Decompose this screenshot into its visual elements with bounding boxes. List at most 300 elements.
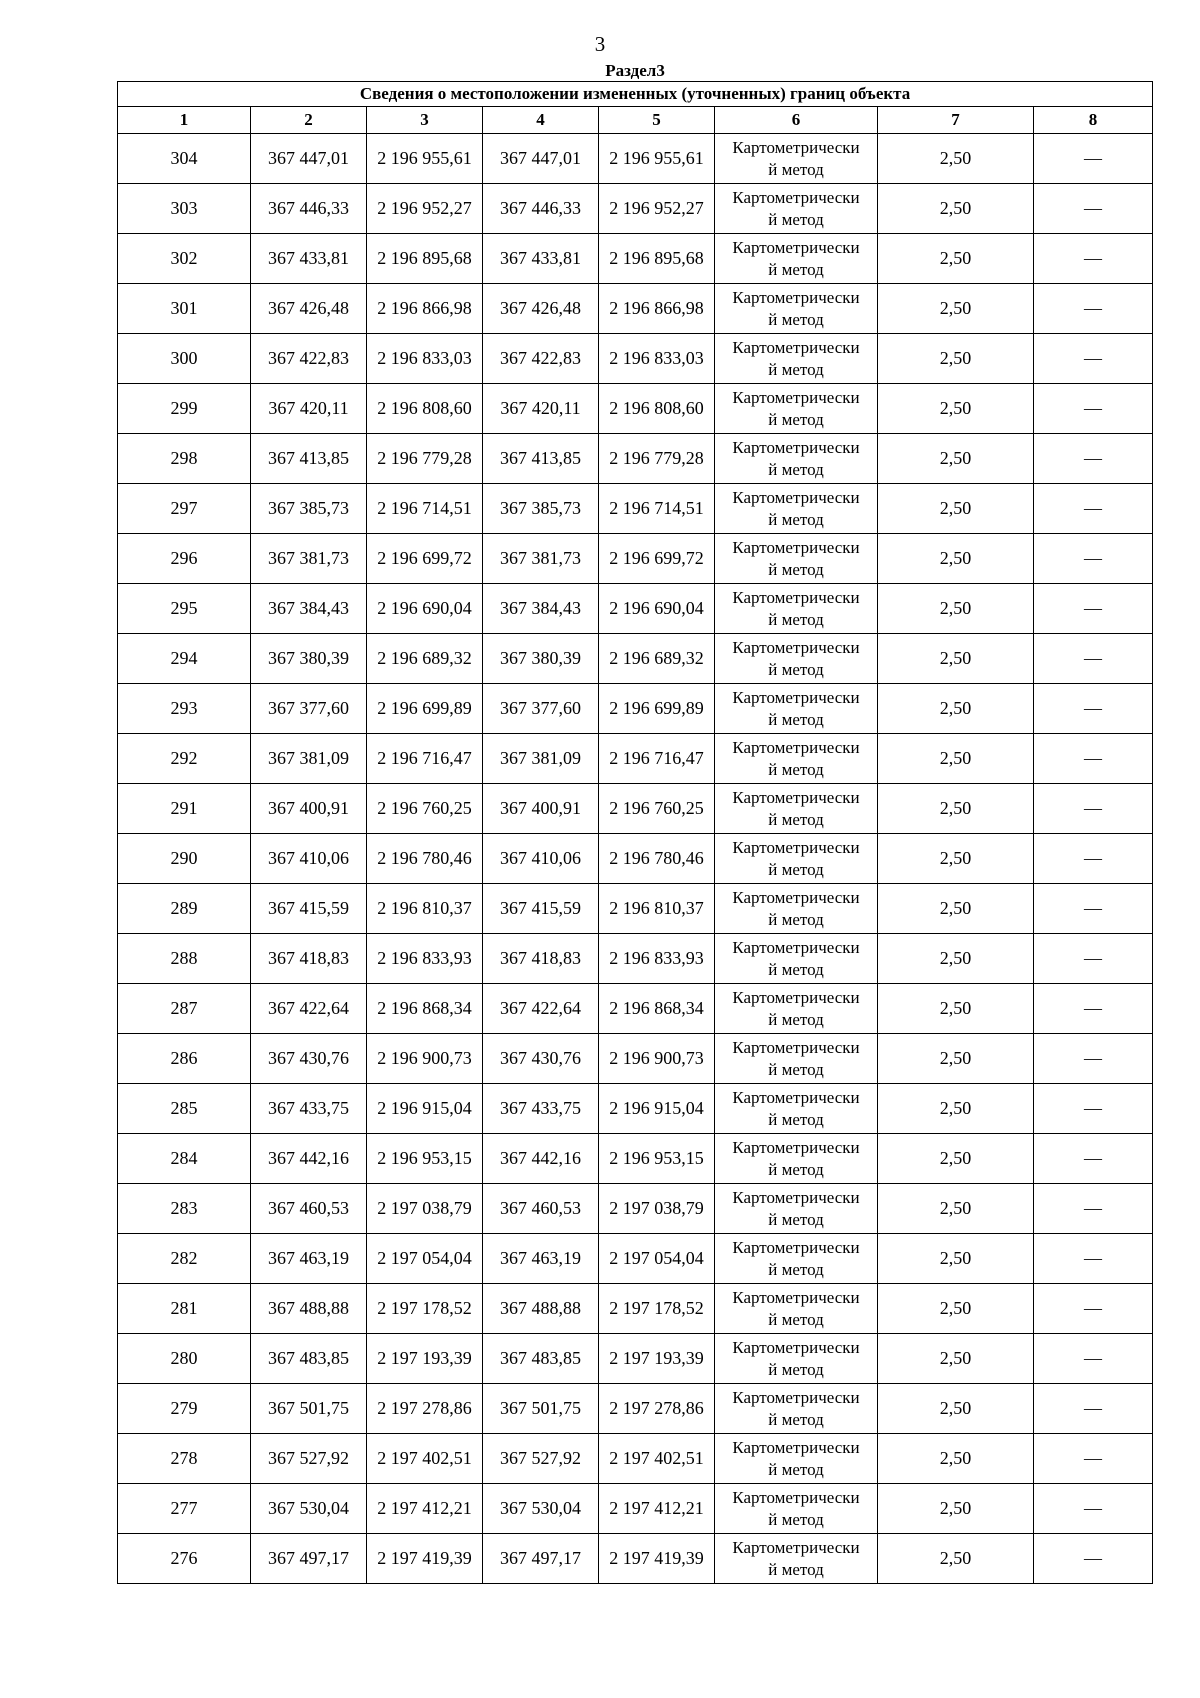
boundary-coordinates-table	[117, 59, 1153, 1584]
accuracy-cell: 2,50	[878, 784, 1034, 834]
method-cell	[715, 784, 878, 834]
method-cell	[715, 684, 878, 734]
note-cell: —	[1034, 1334, 1153, 1384]
method-line-2: й метод	[768, 1559, 824, 1579]
point-number-cell: 295	[118, 584, 251, 634]
method-line-1: Картометрически	[732, 637, 860, 657]
table-row	[118, 284, 1153, 334]
new-y-cell: 2 196 716,47	[599, 734, 715, 784]
point-number-cell: 302	[118, 234, 251, 284]
new-x-cell: 367 380,39	[483, 634, 599, 684]
new-x-cell: 367 381,73	[483, 534, 599, 584]
new-y-cell: 2 196 868,34	[599, 984, 715, 1034]
method-line-2: й метод	[768, 759, 824, 779]
existing-y-cell: 2 197 278,86	[367, 1384, 483, 1434]
method-line-1: Картометрически	[732, 1287, 860, 1307]
method-line-2: й метод	[768, 559, 824, 579]
table-row	[118, 1034, 1153, 1084]
new-y-cell: 2 196 866,98	[599, 284, 715, 334]
existing-x-cell: 367 381,73	[251, 534, 367, 584]
method-line-1: Картометрически	[732, 137, 860, 157]
note-cell: —	[1034, 584, 1153, 634]
note-cell: —	[1034, 934, 1153, 984]
method-line-2: й метод	[768, 609, 824, 629]
method-cell	[715, 534, 878, 584]
new-y-cell: 2 197 412,21	[599, 1484, 715, 1534]
existing-y-cell: 2 196 900,73	[367, 1034, 483, 1084]
method-line-1: Картометрически	[732, 737, 860, 757]
existing-x-cell: 367 422,83	[251, 334, 367, 384]
accuracy-cell: 2,50	[878, 1334, 1034, 1384]
new-y-cell: 2 197 054,04	[599, 1234, 715, 1284]
table-row	[118, 1184, 1153, 1234]
existing-x-cell: 367 446,33	[251, 184, 367, 234]
note-cell: —	[1034, 1234, 1153, 1284]
new-x-cell: 367 400,91	[483, 784, 599, 834]
existing-x-cell: 367 384,43	[251, 584, 367, 634]
point-number-cell: 279	[118, 1384, 251, 1434]
table-row	[118, 1434, 1153, 1484]
column-header: 5	[599, 107, 715, 134]
new-y-cell: 2 196 895,68	[599, 234, 715, 284]
existing-y-cell: 2 196 699,89	[367, 684, 483, 734]
new-x-cell: 367 420,11	[483, 384, 599, 434]
existing-y-cell: 2 197 178,52	[367, 1284, 483, 1334]
existing-x-cell: 367 460,53	[251, 1184, 367, 1234]
column-header: 2	[251, 107, 367, 134]
point-number-cell: 286	[118, 1034, 251, 1084]
method-cell	[715, 1434, 878, 1484]
method-cell	[715, 134, 878, 184]
column-header: 8	[1034, 107, 1153, 134]
method-line-1: Картометрически	[732, 987, 860, 1007]
new-y-cell: 2 197 402,51	[599, 1434, 715, 1484]
point-number-cell: 283	[118, 1184, 251, 1234]
existing-x-cell: 367 483,85	[251, 1334, 367, 1384]
new-y-cell: 2 196 714,51	[599, 484, 715, 534]
accuracy-cell: 2,50	[878, 1084, 1034, 1134]
new-y-cell: 2 197 419,39	[599, 1534, 715, 1584]
accuracy-cell: 2,50	[878, 284, 1034, 334]
method-cell	[715, 834, 878, 884]
accuracy-cell: 2,50	[878, 1234, 1034, 1284]
table-row	[118, 634, 1153, 684]
section-label: Раздел3	[605, 61, 665, 80]
existing-x-cell: 367 385,73	[251, 484, 367, 534]
new-y-cell: 2 196 952,27	[599, 184, 715, 234]
method-cell	[715, 434, 878, 484]
method-line-2: й метод	[768, 1509, 824, 1529]
existing-x-cell: 367 447,01	[251, 134, 367, 184]
existing-y-cell: 2 196 760,25	[367, 784, 483, 834]
section-row	[118, 59, 1153, 82]
method-line-1: Картометрически	[732, 837, 860, 857]
accuracy-cell: 2,50	[878, 1134, 1034, 1184]
existing-y-cell: 2 196 810,37	[367, 884, 483, 934]
new-x-cell: 367 463,19	[483, 1234, 599, 1284]
note-cell: —	[1034, 984, 1153, 1034]
new-y-cell: 2 197 278,86	[599, 1384, 715, 1434]
column-header: 7	[878, 107, 1034, 134]
point-number-cell: 281	[118, 1284, 251, 1334]
note-cell: —	[1034, 734, 1153, 784]
table-row	[118, 984, 1153, 1034]
method-line-1: Картометрически	[732, 587, 860, 607]
method-line-1: Картометрически	[732, 337, 860, 357]
method-line-2: й метод	[768, 159, 824, 179]
table-row	[118, 534, 1153, 584]
existing-y-cell: 2 196 689,32	[367, 634, 483, 684]
new-y-cell: 2 196 810,37	[599, 884, 715, 934]
existing-y-cell: 2 196 699,72	[367, 534, 483, 584]
method-line-2: й метод	[768, 909, 824, 929]
point-number-cell: 288	[118, 934, 251, 984]
existing-x-cell: 367 527,92	[251, 1434, 367, 1484]
existing-x-cell: 367 413,85	[251, 434, 367, 484]
point-number-cell: 285	[118, 1084, 251, 1134]
method-line-1: Картометрически	[732, 537, 860, 557]
table-row	[118, 234, 1153, 284]
accuracy-cell: 2,50	[878, 1034, 1034, 1084]
point-number-cell: 291	[118, 784, 251, 834]
existing-y-cell: 2 196 690,04	[367, 584, 483, 634]
method-line-1: Картометрически	[732, 237, 860, 257]
note-cell: —	[1034, 1434, 1153, 1484]
method-line-1: Картометрически	[732, 387, 860, 407]
accuracy-cell: 2,50	[878, 984, 1034, 1034]
title-row	[118, 82, 1153, 107]
point-number-cell: 303	[118, 184, 251, 234]
note-cell: —	[1034, 184, 1153, 234]
note-cell: —	[1034, 884, 1153, 934]
existing-y-cell: 2 197 412,21	[367, 1484, 483, 1534]
note-cell: —	[1034, 134, 1153, 184]
new-y-cell: 2 196 780,46	[599, 834, 715, 884]
point-number-cell: 290	[118, 834, 251, 884]
table-title: Сведения о местоположении измененных (уточненных) границ объекта	[118, 82, 1153, 107]
accuracy-cell: 2,50	[878, 334, 1034, 384]
new-y-cell: 2 196 915,04	[599, 1084, 715, 1134]
method-line-1: Картометрически	[732, 1237, 860, 1257]
note-cell: —	[1034, 1284, 1153, 1334]
existing-x-cell: 367 433,75	[251, 1084, 367, 1134]
point-number-cell: 289	[118, 884, 251, 934]
table-row	[118, 734, 1153, 784]
table-row	[118, 1134, 1153, 1184]
note-cell: —	[1034, 1134, 1153, 1184]
column-header: 3	[367, 107, 483, 134]
table-row	[118, 334, 1153, 384]
method-line-2: й метод	[768, 459, 824, 479]
method-cell	[715, 284, 878, 334]
existing-x-cell: 367 422,64	[251, 984, 367, 1034]
new-x-cell: 367 442,16	[483, 1134, 599, 1184]
new-x-cell: 367 488,88	[483, 1284, 599, 1334]
new-y-cell: 2 196 690,04	[599, 584, 715, 634]
method-line-1: Картометрически	[732, 1337, 860, 1357]
method-line-2: й метод	[768, 209, 824, 229]
method-cell	[715, 1034, 878, 1084]
point-number-cell: 298	[118, 434, 251, 484]
note-cell: —	[1034, 1534, 1153, 1584]
accuracy-cell: 2,50	[878, 1284, 1034, 1334]
method-line-2: й метод	[768, 1109, 824, 1129]
existing-y-cell: 2 196 780,46	[367, 834, 483, 884]
column-header: 6	[715, 107, 878, 134]
method-cell	[715, 334, 878, 384]
note-cell: —	[1034, 384, 1153, 434]
existing-y-cell: 2 197 402,51	[367, 1434, 483, 1484]
method-line-2: й метод	[768, 259, 824, 279]
note-cell: —	[1034, 1084, 1153, 1134]
new-y-cell: 2 196 689,32	[599, 634, 715, 684]
new-x-cell: 367 530,04	[483, 1484, 599, 1534]
method-line-2: й метод	[768, 809, 824, 829]
new-y-cell: 2 196 833,93	[599, 934, 715, 984]
point-number-cell: 304	[118, 134, 251, 184]
method-line-1: Картометрически	[732, 1487, 860, 1507]
existing-y-cell: 2 196 779,28	[367, 434, 483, 484]
existing-x-cell: 367 426,48	[251, 284, 367, 334]
method-line-2: й метод	[768, 409, 824, 429]
method-line-2: й метод	[768, 859, 824, 879]
method-cell	[715, 484, 878, 534]
accuracy-cell: 2,50	[878, 684, 1034, 734]
point-number-cell: 294	[118, 634, 251, 684]
note-cell: —	[1034, 1034, 1153, 1084]
accuracy-cell: 2,50	[878, 534, 1034, 584]
method-cell	[715, 184, 878, 234]
method-line-1: Картометрически	[732, 1537, 860, 1557]
table-row	[118, 684, 1153, 734]
new-x-cell: 367 377,60	[483, 684, 599, 734]
existing-y-cell: 2 196 714,51	[367, 484, 483, 534]
method-line-2: й метод	[768, 309, 824, 329]
new-x-cell: 367 483,85	[483, 1334, 599, 1384]
accuracy-cell: 2,50	[878, 484, 1034, 534]
existing-y-cell: 2 196 833,93	[367, 934, 483, 984]
new-x-cell: 367 422,83	[483, 334, 599, 384]
page-number: 3	[594, 32, 606, 56]
method-cell	[715, 1484, 878, 1534]
point-number-cell: 301	[118, 284, 251, 334]
accuracy-cell: 2,50	[878, 434, 1034, 484]
accuracy-cell: 2,50	[878, 1434, 1034, 1484]
method-line-2: й метод	[768, 659, 824, 679]
method-line-1: Картометрически	[732, 187, 860, 207]
existing-x-cell: 367 418,83	[251, 934, 367, 984]
table-row	[118, 784, 1153, 834]
method-cell	[715, 1084, 878, 1134]
new-x-cell: 367 385,73	[483, 484, 599, 534]
existing-x-cell: 367 442,16	[251, 1134, 367, 1184]
existing-x-cell: 367 420,11	[251, 384, 367, 434]
new-x-cell: 367 415,59	[483, 884, 599, 934]
method-line-2: й метод	[768, 709, 824, 729]
table-row	[118, 1284, 1153, 1334]
note-cell: —	[1034, 284, 1153, 334]
new-x-cell: 367 501,75	[483, 1384, 599, 1434]
new-x-cell: 367 384,43	[483, 584, 599, 634]
existing-y-cell: 2 196 868,34	[367, 984, 483, 1034]
new-y-cell: 2 196 955,61	[599, 134, 715, 184]
note-cell: —	[1034, 1484, 1153, 1534]
table-row	[118, 884, 1153, 934]
method-line-1: Картометрически	[732, 1037, 860, 1057]
note-cell: —	[1034, 634, 1153, 684]
method-cell	[715, 884, 878, 934]
note-cell: —	[1034, 684, 1153, 734]
accuracy-cell: 2,50	[878, 584, 1034, 634]
point-number-cell: 292	[118, 734, 251, 784]
point-number-cell: 293	[118, 684, 251, 734]
accuracy-cell: 2,50	[878, 634, 1034, 684]
accuracy-cell: 2,50	[878, 934, 1034, 984]
table-row	[118, 834, 1153, 884]
table-row	[118, 484, 1153, 534]
existing-y-cell: 2 196 808,60	[367, 384, 483, 434]
existing-x-cell: 367 380,39	[251, 634, 367, 684]
new-y-cell: 2 196 833,03	[599, 334, 715, 384]
new-x-cell: 367 433,81	[483, 234, 599, 284]
new-y-cell: 2 196 760,25	[599, 784, 715, 834]
method-line-1: Картометрически	[732, 887, 860, 907]
method-line-1: Картометрически	[732, 1087, 860, 1107]
method-cell	[715, 1284, 878, 1334]
new-y-cell: 2 196 808,60	[599, 384, 715, 434]
point-number-cell: 284	[118, 1134, 251, 1184]
table-row	[118, 934, 1153, 984]
existing-x-cell: 367 501,75	[251, 1384, 367, 1434]
existing-x-cell: 367 463,19	[251, 1234, 367, 1284]
point-number-cell: 299	[118, 384, 251, 434]
new-y-cell: 2 196 699,89	[599, 684, 715, 734]
method-line-1: Картометрически	[732, 1187, 860, 1207]
table-row	[118, 1084, 1153, 1134]
method-cell	[715, 934, 878, 984]
table-row	[118, 134, 1153, 184]
accuracy-cell: 2,50	[878, 834, 1034, 884]
new-x-cell: 367 418,83	[483, 934, 599, 984]
existing-y-cell: 2 197 193,39	[367, 1334, 483, 1384]
method-cell	[715, 1534, 878, 1584]
accuracy-cell: 2,50	[878, 734, 1034, 784]
note-cell: —	[1034, 784, 1153, 834]
point-number-cell: 287	[118, 984, 251, 1034]
note-cell: —	[1034, 234, 1153, 284]
existing-y-cell: 2 197 038,79	[367, 1184, 483, 1234]
table-row	[118, 184, 1153, 234]
method-line-1: Картометрически	[732, 687, 860, 707]
table-row	[118, 1234, 1153, 1284]
table-body	[118, 59, 1153, 1584]
point-number-cell: 282	[118, 1234, 251, 1284]
method-line-1: Картометрически	[732, 487, 860, 507]
accuracy-cell: 2,50	[878, 1484, 1034, 1534]
new-x-cell: 367 446,33	[483, 184, 599, 234]
method-line-1: Картометрически	[732, 1137, 860, 1157]
new-x-cell: 367 497,17	[483, 1534, 599, 1584]
new-x-cell: 367 426,48	[483, 284, 599, 334]
table-row	[118, 434, 1153, 484]
note-cell: —	[1034, 1384, 1153, 1434]
method-cell	[715, 1384, 878, 1434]
existing-y-cell: 2 196 952,27	[367, 184, 483, 234]
note-cell: —	[1034, 334, 1153, 384]
method-cell	[715, 384, 878, 434]
accuracy-cell: 2,50	[878, 184, 1034, 234]
accuracy-cell: 2,50	[878, 134, 1034, 184]
column-header: 1	[118, 107, 251, 134]
point-number-cell: 278	[118, 1434, 251, 1484]
existing-x-cell: 367 488,88	[251, 1284, 367, 1334]
accuracy-cell: 2,50	[878, 234, 1034, 284]
new-x-cell: 367 460,53	[483, 1184, 599, 1234]
method-line-2: й метод	[768, 509, 824, 529]
existing-x-cell: 367 410,06	[251, 834, 367, 884]
note-cell: —	[1034, 834, 1153, 884]
method-line-2: й метод	[768, 1209, 824, 1229]
new-x-cell: 367 447,01	[483, 134, 599, 184]
method-line-2: й метод	[768, 1009, 824, 1029]
new-y-cell: 2 197 038,79	[599, 1184, 715, 1234]
existing-y-cell: 2 196 866,98	[367, 284, 483, 334]
new-x-cell: 367 410,06	[483, 834, 599, 884]
new-x-cell: 367 527,92	[483, 1434, 599, 1484]
method-line-2: й метод	[768, 1359, 824, 1379]
new-y-cell: 2 197 193,39	[599, 1334, 715, 1384]
new-x-cell: 367 433,75	[483, 1084, 599, 1134]
method-cell	[715, 1234, 878, 1284]
new-x-cell: 367 413,85	[483, 434, 599, 484]
accuracy-cell: 2,50	[878, 884, 1034, 934]
method-cell	[715, 584, 878, 634]
method-cell	[715, 984, 878, 1034]
table-row	[118, 1384, 1153, 1434]
point-number-cell: 280	[118, 1334, 251, 1384]
existing-x-cell: 367 415,59	[251, 884, 367, 934]
method-cell	[715, 634, 878, 684]
method-cell	[715, 234, 878, 284]
point-number-cell: 276	[118, 1534, 251, 1584]
point-number-cell: 297	[118, 484, 251, 534]
point-number-cell: 300	[118, 334, 251, 384]
method-line-2: й метод	[768, 1459, 824, 1479]
method-line-1: Картометрически	[732, 1437, 860, 1457]
note-cell: —	[1034, 484, 1153, 534]
method-line-2: й метод	[768, 1059, 824, 1079]
existing-y-cell: 2 196 953,15	[367, 1134, 483, 1184]
table-row	[118, 384, 1153, 434]
existing-x-cell: 367 430,76	[251, 1034, 367, 1084]
new-x-cell: 367 422,64	[483, 984, 599, 1034]
table-row	[118, 1484, 1153, 1534]
method-line-2: й метод	[768, 1409, 824, 1429]
new-y-cell: 2 196 953,15	[599, 1134, 715, 1184]
method-line-1: Картометрически	[732, 787, 860, 807]
point-number-cell: 296	[118, 534, 251, 584]
method-line-1: Картометрически	[732, 937, 860, 957]
existing-x-cell: 367 400,91	[251, 784, 367, 834]
method-cell	[715, 1134, 878, 1184]
note-cell: —	[1034, 534, 1153, 584]
existing-y-cell: 2 196 895,68	[367, 234, 483, 284]
new-x-cell: 367 381,09	[483, 734, 599, 784]
table-row	[118, 584, 1153, 634]
method-cell	[715, 1334, 878, 1384]
column-header-row	[118, 107, 1153, 134]
accuracy-cell: 2,50	[878, 1184, 1034, 1234]
